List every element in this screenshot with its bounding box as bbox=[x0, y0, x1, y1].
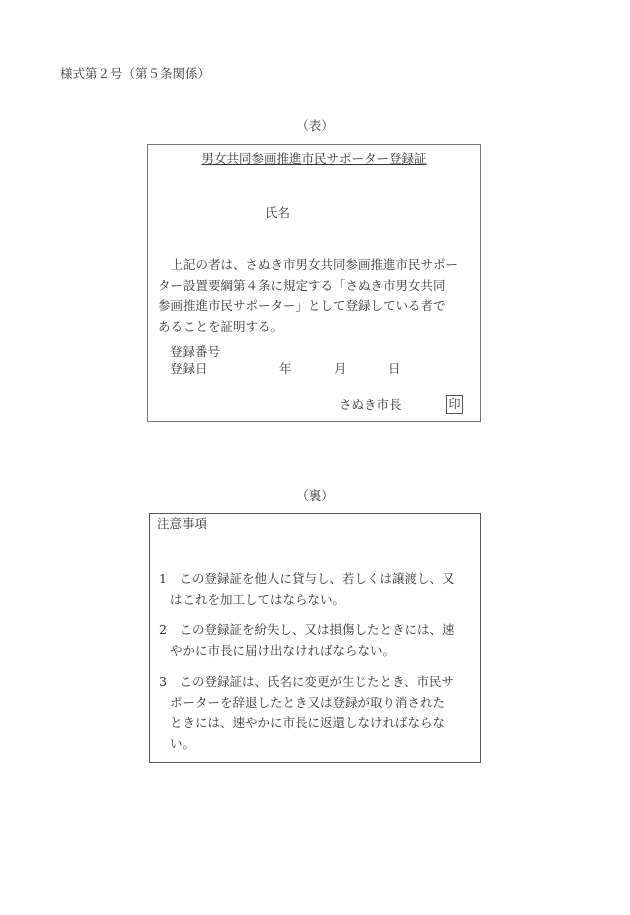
note-item bbox=[159, 620, 454, 661]
year-label: 年 bbox=[279, 361, 292, 376]
note-line: ときには、速やかに市長に返還しなければならな bbox=[170, 715, 446, 730]
certification-text-line: ター設置要綱第４条に規定する「さぬき市男女共同 bbox=[158, 277, 446, 293]
note-line: 3 この登録証は、氏名に変更が生じたとき、市民サ bbox=[159, 674, 454, 689]
note-line: 1 この登録証を他人に貸与し、若しくは譲渡し、又 bbox=[159, 571, 455, 586]
note-line: はこれを加工してはならない。 bbox=[170, 591, 346, 607]
certification-text-line: あることを証明する。 bbox=[158, 318, 284, 334]
certification-text-line: 参画推進市民サポーター」として登録している者で bbox=[158, 298, 446, 313]
back-side-label: （裏） bbox=[296, 488, 334, 503]
registration-number-label: 登録番号 bbox=[170, 344, 221, 359]
note-line: い。 bbox=[170, 735, 196, 751]
certification-text bbox=[158, 255, 476, 337]
form-number-label: 様式第２号（第５条関係） bbox=[60, 66, 211, 81]
note-item bbox=[159, 672, 454, 754]
notes-title: 注意事項 bbox=[157, 516, 208, 531]
front-side-label: （表） bbox=[296, 118, 334, 133]
note-item bbox=[159, 569, 454, 610]
registration-card-back bbox=[149, 513, 481, 763]
note-line: ポーターを辞退したとき又は登録が取り消された bbox=[170, 694, 446, 710]
seal-stamp-box: 印 bbox=[446, 395, 463, 414]
note-line: 2 この登録証を紛失し、又は損傷したときには、速 bbox=[159, 622, 455, 637]
day-label: 日 bbox=[388, 361, 401, 376]
name-label: 氏名 bbox=[265, 205, 291, 220]
registration-date-label: 登録日 bbox=[170, 361, 208, 376]
card-title: 男女共同参画推進市民サポーター登録証 bbox=[201, 151, 427, 166]
month-label: 月 bbox=[334, 361, 347, 376]
note-line: やかに市長に届け出なければならない。 bbox=[170, 642, 396, 658]
registration-card-front bbox=[147, 144, 481, 422]
issuer-label: さぬき市長 bbox=[339, 397, 402, 412]
certification-text-line: 上記の者は、さぬき市男女共同参画推進市民サポー bbox=[158, 257, 459, 272]
